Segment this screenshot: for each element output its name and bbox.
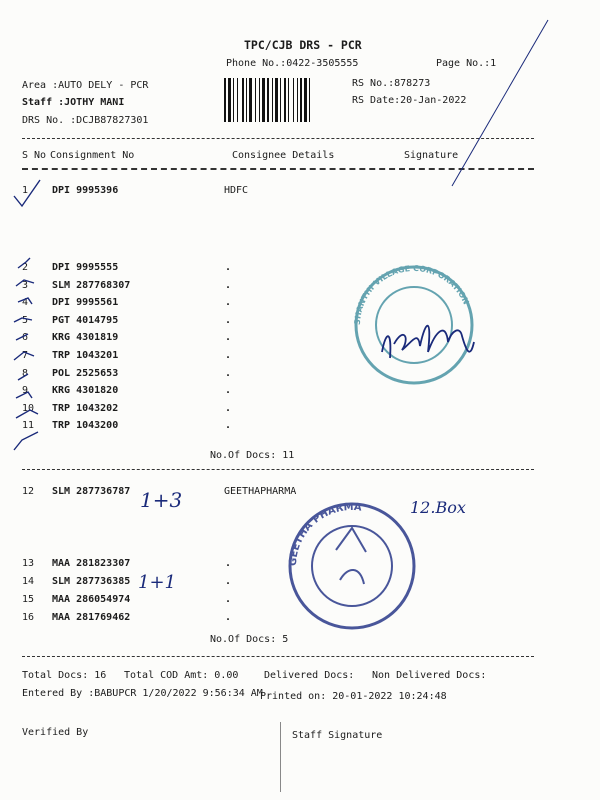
row-consignment: SLM 287736787 — [52, 486, 131, 497]
handwritten-note: 12.Box — [410, 498, 466, 517]
row-consignment: MAA 281769462 — [52, 612, 131, 623]
row-consignee: GEETHAPHARMA — [224, 486, 297, 497]
row-sno: 5 — [22, 314, 29, 326]
entered-by: Entered By :BABUPCR 1/20/2022 9:56:34 AM — [22, 688, 263, 699]
consignee-placeholder-dot: . — [225, 385, 232, 397]
row-consignment: MAA 286054974 — [52, 594, 131, 605]
row-sno: 16 — [22, 612, 35, 623]
row-consignment: SLM 287736385 — [52, 576, 131, 587]
document-title: TPC/CJB DRS - PCR — [244, 38, 362, 52]
tick-mark — [16, 280, 34, 286]
consignee-placeholder-dot: . — [225, 576, 232, 587]
row-sno: 8 — [22, 367, 29, 379]
group1-docs-count: No.Of Docs: 11 — [210, 450, 295, 461]
consignee-placeholder-dot: . — [225, 558, 232, 569]
row-consignment: DPI 9995396 — [52, 185, 119, 196]
consignee-placeholder-dot: . — [225, 332, 232, 344]
tick-mark — [16, 334, 28, 340]
rs-number: RS No.:878273 — [352, 78, 431, 89]
consignee-placeholder-dot: . — [225, 367, 232, 379]
col-consignee-header: Consignee Details — [232, 150, 335, 161]
row-sno: 10 — [22, 402, 35, 414]
handwritten-note: 1+3 — [140, 488, 183, 512]
staff-signature-label: Staff Signature — [292, 730, 383, 741]
consignee-placeholder-dot: . — [225, 402, 232, 414]
col-signature-header: Signature — [404, 150, 459, 161]
total-cod: Total COD Amt: 0.00 — [124, 670, 239, 681]
verified-by-label: Verified By — [22, 727, 89, 738]
tick-mark — [14, 432, 38, 450]
row-consignment: KRG 4301819 — [52, 332, 119, 344]
delivered-docs: Delivered Docs: — [264, 670, 355, 681]
svg-text:GEETHA PHARMA — [288, 502, 362, 566]
consignee-placeholder-dot: . — [225, 262, 232, 273]
tick-mark — [18, 374, 28, 380]
consignee-placeholder-dot: . — [225, 612, 232, 623]
consignee-placeholder-dot: . — [225, 350, 232, 361]
row-sno: 11 — [22, 420, 35, 432]
row-consignment: TRP 1043200 — [52, 420, 119, 432]
col-consignment-header: Consignment No — [50, 150, 135, 161]
row-consignment: KRG 4301820 — [52, 385, 119, 397]
row-sno: 14 — [22, 576, 35, 587]
row-consignment: DPI 9995555 — [52, 262, 119, 273]
tick-mark — [18, 258, 30, 268]
row-consignment: TRP 1043201 — [52, 350, 119, 361]
company-seal — [288, 502, 414, 628]
page-number: Page No.:1 — [436, 58, 497, 69]
consignee-placeholder-dot: . — [225, 279, 232, 291]
consignee-placeholder-dot: . — [225, 297, 232, 309]
consignee-placeholder-dot: . — [225, 314, 232, 326]
row-consignment: DPI 9995561 — [52, 297, 119, 309]
phone-number: Phone No.:0422-3505555 — [226, 58, 359, 69]
row-sno: 13 — [22, 558, 35, 569]
row-sno: 3 — [22, 279, 29, 291]
tick-marks — [14, 180, 40, 450]
seal-text: SHANTHI VILLAGE CORPORATION — [352, 263, 471, 326]
tick-mark — [18, 298, 32, 304]
area-label: Area :AUTO DELY - PCR — [22, 80, 149, 91]
drs-number: DRS No. :DCJB87827301 — [22, 115, 149, 126]
row-sno: 4 — [22, 297, 29, 309]
row-sno: 7 — [22, 350, 29, 361]
consignee-placeholder-dot: . — [225, 420, 232, 432]
col-sno-header: S No — [22, 150, 47, 161]
handwritten-note: 1+1 — [138, 572, 176, 593]
row-sno: 15 — [22, 594, 35, 605]
staff-label: Staff :JOTHY MANI — [22, 97, 125, 108]
pen-stroke — [452, 20, 548, 186]
seal-text: GEETHA PHARMA — [287, 501, 363, 567]
row-sno: 1 — [22, 185, 29, 196]
row-sno: 2 — [22, 262, 29, 273]
row-sno: 9 — [22, 385, 29, 397]
tick-mark — [14, 180, 40, 206]
row-sno: 6 — [22, 332, 29, 344]
row-consignee: HDFC — [224, 185, 249, 196]
row-consignment: POL 2525653 — [52, 367, 119, 379]
total-docs: Total Docs: 16 — [22, 670, 107, 681]
printed-on: Printed on: 20-01-2022 10:24:48 — [260, 691, 447, 702]
tick-mark — [14, 318, 32, 322]
rs-date: RS Date:20-Jan-2022 — [352, 95, 467, 106]
tick-mark — [14, 352, 34, 360]
row-consignment: TRP 1043202 — [52, 402, 119, 414]
row-consignment: SLM 287768307 — [52, 279, 131, 291]
tick-mark — [16, 392, 32, 398]
group2-docs-count: No.Of Docs: 5 — [210, 634, 289, 645]
svg-text:SHANTHI VILLAGE CORPORATION — [353, 264, 471, 325]
non-delivered-docs: Non Delivered Docs: — [372, 670, 487, 681]
consignee-placeholder-dot: . — [225, 594, 232, 605]
row-sno: 12 — [22, 486, 35, 497]
tick-mark — [16, 410, 38, 418]
row-consignment: PGT 4014795 — [52, 314, 119, 326]
row-consignment: MAA 281823307 — [52, 558, 131, 569]
